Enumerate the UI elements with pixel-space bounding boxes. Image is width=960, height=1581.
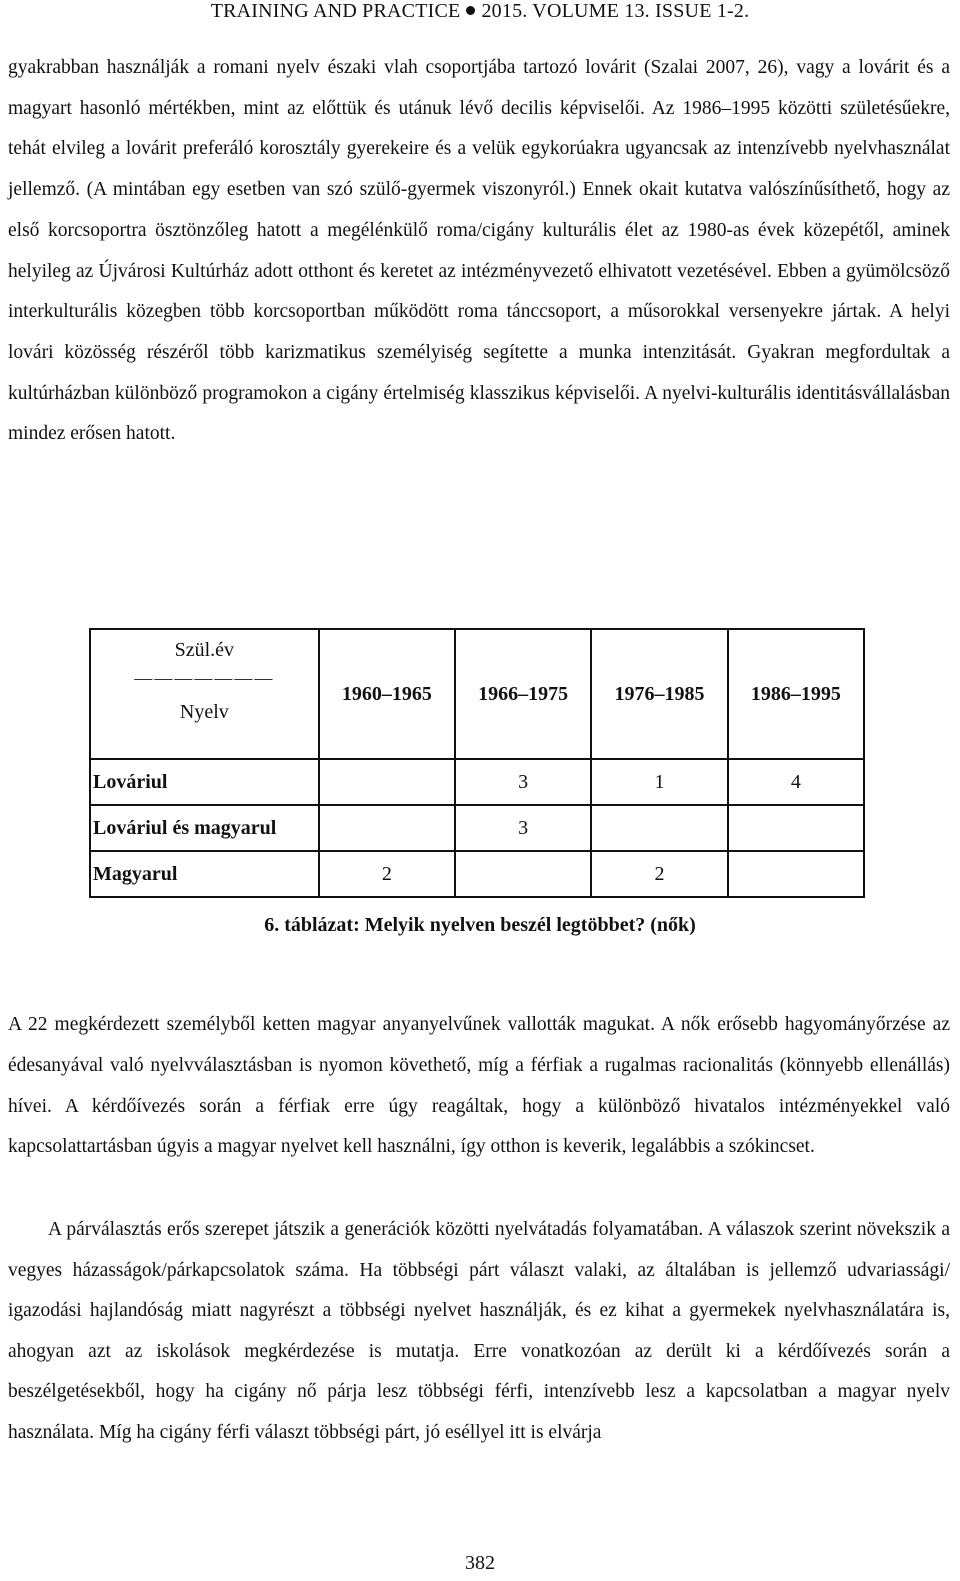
journal-issue: 2015. VOLUME 13. ISSUE 1-2.	[481, 0, 750, 22]
table-cell: 3	[455, 805, 591, 851]
table-cell	[319, 805, 455, 851]
table-cell	[319, 759, 455, 805]
language-label: Nyelv	[179, 700, 229, 723]
table-row	[90, 805, 864, 851]
year-column-header: 1976–1985	[591, 629, 727, 759]
paragraph-survey: A 22 megkérdezett személyből ketten magyar anyanyelvűnek vallották magukat. A nők erősebb hagyományőrzése az édesanyával való nyelvválasztásban is nyomon követhető, míg a férfiak a rugalmas racionalitás (könnyebb ellenállás) hívei. A kérdőívezés során a férfiak erre úgy reagáltak, hogy a különböző hivatalos intézményekkel való kapcsolattartásban úgyis a magyar nyelvet kell használni, így otthon is keverik, legalábbis a szókincset.	[8, 1014, 950, 1158]
row-label: Magyarul	[90, 851, 319, 897]
table-corner-header	[90, 629, 319, 759]
paragraph-partner-choice: A párválasztás erős szerepet játszik a generációk közötti nyelvátadás folyamatában. A válaszok szerint növekszik a vegyes házasságok/párkapcsolatok száma. Ha többségi párt választ valaki, az általában is jellemző udvariassági/ igazodási hajlandóság miatt nagyrészt a többségi nyelvet használják, és ez kihat a gyermekek nyelvhasználatára is, ahogyan azt az iskolások megkérdezése is mutatja. Erre vonatkozóan az derült ki a kérdőívezés során a beszélgetésekből, hogy ha cigány nő párja lesz többségi férfi, intenzívebb lesz a kapcsolatban a magyar nyelv használata. Míg ha cigány férfi választ többségi párt, jó eséllyel itt is elvárja	[8, 1219, 950, 1443]
table-row	[90, 851, 864, 897]
table-cell	[591, 805, 727, 851]
running-header	[0, 0, 960, 22]
year-column-header: 1966–1975	[455, 629, 591, 759]
table-cell: 2	[591, 851, 727, 897]
journal-name: TRAINING AND PRACTICE	[210, 0, 461, 22]
table-row	[90, 759, 864, 805]
table-cell	[728, 851, 864, 897]
table-caption: 6. táblázat: Melyik nyelven beszél legtöbbet? (nők)	[264, 914, 696, 936]
paragraph-intro: gyakrabban használják a romani nyelv északi vlah csoportjába tartozó lovárit (Szalai 2007, 26), vagy a lovárit és a magyart hasonló mértékben, mint az előttük és utánuk lévő decilis képviselői. Az 1986–1995 közötti születésűekre, tehát elvileg a lovárit preferáló korosztály gyerekeire és a velük egykorúakra ugyancsak az intenzívebb nyelvhasználat jellemző. (A mintában egy esetben van szó szülő-gyermek viszonyról.) Ennek okait kutatva valószínűsíthető, hogy az első korcsoportra ösztönzőleg hatott a megélénkülő roma/cigány kulturális élet az 1980-as évek közepétől, aminek helyileg az Újvárosi Kultúrház adott otthont és keretet az intézményvezető elhivatott vezetésével. Ebben a gyümölcsöző interkulturális közegben több korcsoportban működött roma tánccsoport, a műsorokkal versenyekre jártak. A helyi lovári közösség részéről több karizmatikus személyiség segítette a munka intenzitását. Gyakran megfordultak a kultúrházban különböző programokon a cigány értelmiség klasszikus képviselői. A nyelvi-kulturális identitásvállalásban mindez erősen hatott.	[8, 57, 950, 445]
table-cell: 2	[319, 851, 455, 897]
table-header-row	[90, 629, 864, 759]
language-usage-table	[89, 628, 865, 898]
header-divider: ———————	[134, 668, 275, 688]
year-column-header: 1960–1965	[319, 629, 455, 759]
table-cell: 1	[591, 759, 727, 805]
table-cell: 3	[455, 759, 591, 805]
row-label: Lováriul	[90, 759, 319, 805]
table-cell: 4	[728, 759, 864, 805]
table-cell	[455, 851, 591, 897]
row-label: Lováriul és magyarul	[90, 805, 319, 851]
year-column-header: 1986–1995	[728, 629, 864, 759]
page-number: 382	[465, 1552, 495, 1574]
birth-year-label: Szül.év	[174, 639, 235, 661]
table-cell	[728, 805, 864, 851]
bullet-separator-icon	[466, 6, 475, 15]
